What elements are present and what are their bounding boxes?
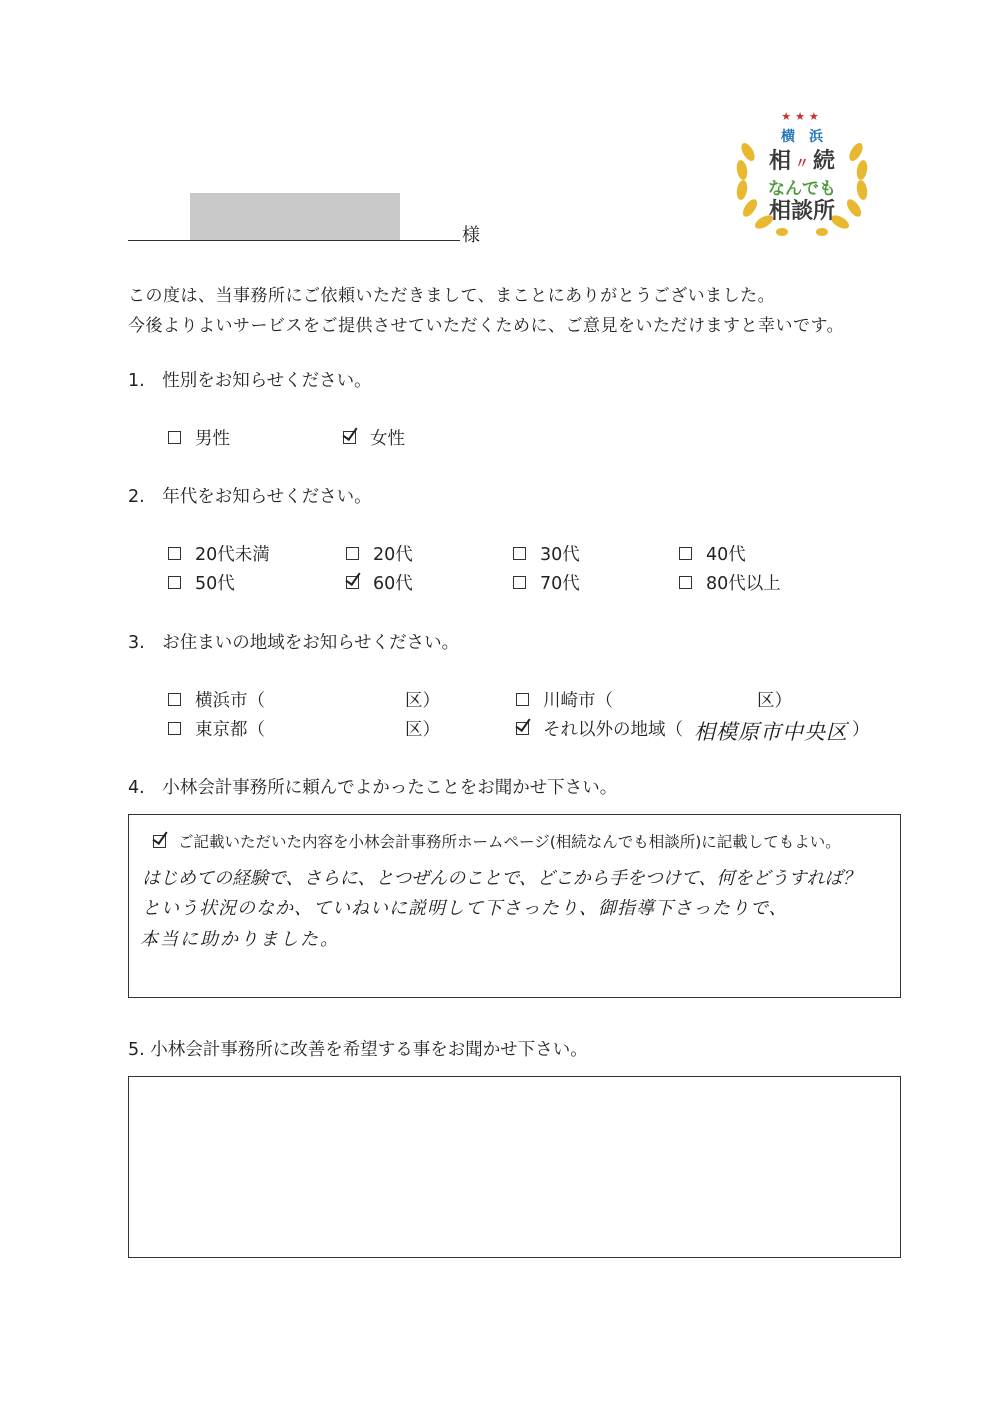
q1-option-male[interactable] xyxy=(168,425,230,450)
q2-option-label: 70代 xyxy=(540,574,580,594)
q3-option-label: 川崎市（ xyxy=(543,691,613,711)
q3-option-label: それ以外の地域（ xyxy=(543,720,683,740)
checkbox-80plus[interactable] xyxy=(679,576,692,589)
checkbox-tokyo[interactable] xyxy=(168,722,181,735)
q2-option-label: 60代 xyxy=(373,574,413,594)
q2-option-50s[interactable] xyxy=(168,570,235,595)
q1-title: 1. 性別をお知らせください。 xyxy=(128,371,372,391)
q2-option-20s[interactable] xyxy=(346,541,413,566)
q2-option-label: 80代以上 xyxy=(706,574,781,594)
q2-option-label: 50代 xyxy=(195,574,235,594)
checkbox-30s[interactable] xyxy=(513,547,526,560)
q2-option-label: 20代 xyxy=(373,545,413,565)
logo-line2: なんでも xyxy=(768,179,836,199)
recipient-name-redacted xyxy=(190,193,400,241)
q3-option-label: 東京都（ xyxy=(195,720,265,740)
checkbox-under20[interactable] xyxy=(168,547,181,560)
q3-suffix-yokohama: 区） xyxy=(405,691,440,711)
checkbox-female[interactable] xyxy=(343,431,356,444)
intro-line-1: この度は、当事務所にご依頼いただきまして、まことにありがとうございました。 xyxy=(128,286,776,306)
q4-answer-line-1: はじめての経験で、さらに、とつぜんのことで、どこから手をつけて、何をどうすれば？ xyxy=(142,868,861,889)
q2-option-30s[interactable] xyxy=(513,541,580,566)
q3-suffix-kawasaki: 区） xyxy=(757,691,792,711)
q1-option-label: 女性 xyxy=(370,429,405,449)
intro-line-2: 今後よりよいサービスをご提供させていただくために、ご意見をいただけますと幸いです。 xyxy=(128,316,845,336)
q5-answer-box[interactable] xyxy=(128,1076,901,1258)
q3-option-tokyo[interactable] xyxy=(168,716,265,741)
q3-title: 3. お住まいの地域をお知らせください。 xyxy=(128,633,460,653)
checkbox-male[interactable] xyxy=(168,431,181,444)
checkbox-60s[interactable] xyxy=(346,576,359,589)
logo-line3: 相談所 xyxy=(768,199,835,224)
checkbox-40s[interactable] xyxy=(679,547,692,560)
q3-suffix-tokyo: 区） xyxy=(405,720,440,740)
q2-option-70s[interactable] xyxy=(513,570,580,595)
logo-line1-a: 相 xyxy=(768,149,791,174)
q2-title: 2. 年代をお知らせください。 xyxy=(128,487,372,507)
q1-option-female[interactable] xyxy=(343,425,405,450)
q2-option-label: 40代 xyxy=(706,545,746,565)
logo xyxy=(728,112,876,242)
q2-option-40s[interactable] xyxy=(679,541,746,566)
checkbox-consent[interactable] xyxy=(153,835,166,848)
q3-option-other[interactable] xyxy=(516,716,683,741)
q2-option-60s[interactable] xyxy=(346,570,413,595)
q3-handwritten-region[interactable]: 相模原市中央区 xyxy=(694,720,848,744)
q5-title: 5. 小林会計事務所に改善を希望する事をお聞かせ下さい。 xyxy=(128,1040,588,1060)
logo-line1-b: 続 xyxy=(813,149,836,174)
logo-stars: ★★★ xyxy=(781,110,823,123)
q4-title: 4. 小林会計事務所に頼んでよかったことをお聞かせ下さい。 xyxy=(128,778,618,798)
checkbox-other-region[interactable] xyxy=(516,722,529,735)
q4-answer-line-2: という状況のなか、ていねいに説明して下さったり、御指導下さったりで、 xyxy=(142,898,788,919)
q4-answer-line-3: 本当に助かりました。 xyxy=(140,929,340,950)
recipient-honorific: 様 xyxy=(462,225,481,246)
checkbox-yokohama[interactable] xyxy=(168,693,181,706)
checkbox-kawasaki[interactable] xyxy=(516,693,529,706)
recipient-underline xyxy=(128,240,460,241)
q3-option-kawasaki[interactable] xyxy=(516,687,613,712)
q2-option-label: 30代 xyxy=(540,545,580,565)
q4-consent[interactable] xyxy=(153,830,841,852)
q3-option-label: 横浜市（ xyxy=(195,691,265,711)
q4-consent-label: ご記載いただいた内容を小林会計事務所ホームページ(相続なんでも相談所)に記載してもよい。 xyxy=(178,833,841,851)
q3-option-yokohama[interactable] xyxy=(168,687,265,712)
checkbox-70s[interactable] xyxy=(513,576,526,589)
q3-suffix-other: ） xyxy=(852,720,870,740)
q2-option-80plus[interactable] xyxy=(679,570,781,595)
logo-top-text: 横 浜 xyxy=(781,129,823,145)
checkbox-50s[interactable] xyxy=(168,576,181,589)
q2-option-under20[interactable] xyxy=(168,541,270,566)
checkbox-20s[interactable] xyxy=(346,547,359,560)
logo-line1: 相 〃 続 xyxy=(768,149,836,174)
q2-option-label: 20代未満 xyxy=(195,545,270,565)
q1-option-label: 男性 xyxy=(195,429,230,449)
